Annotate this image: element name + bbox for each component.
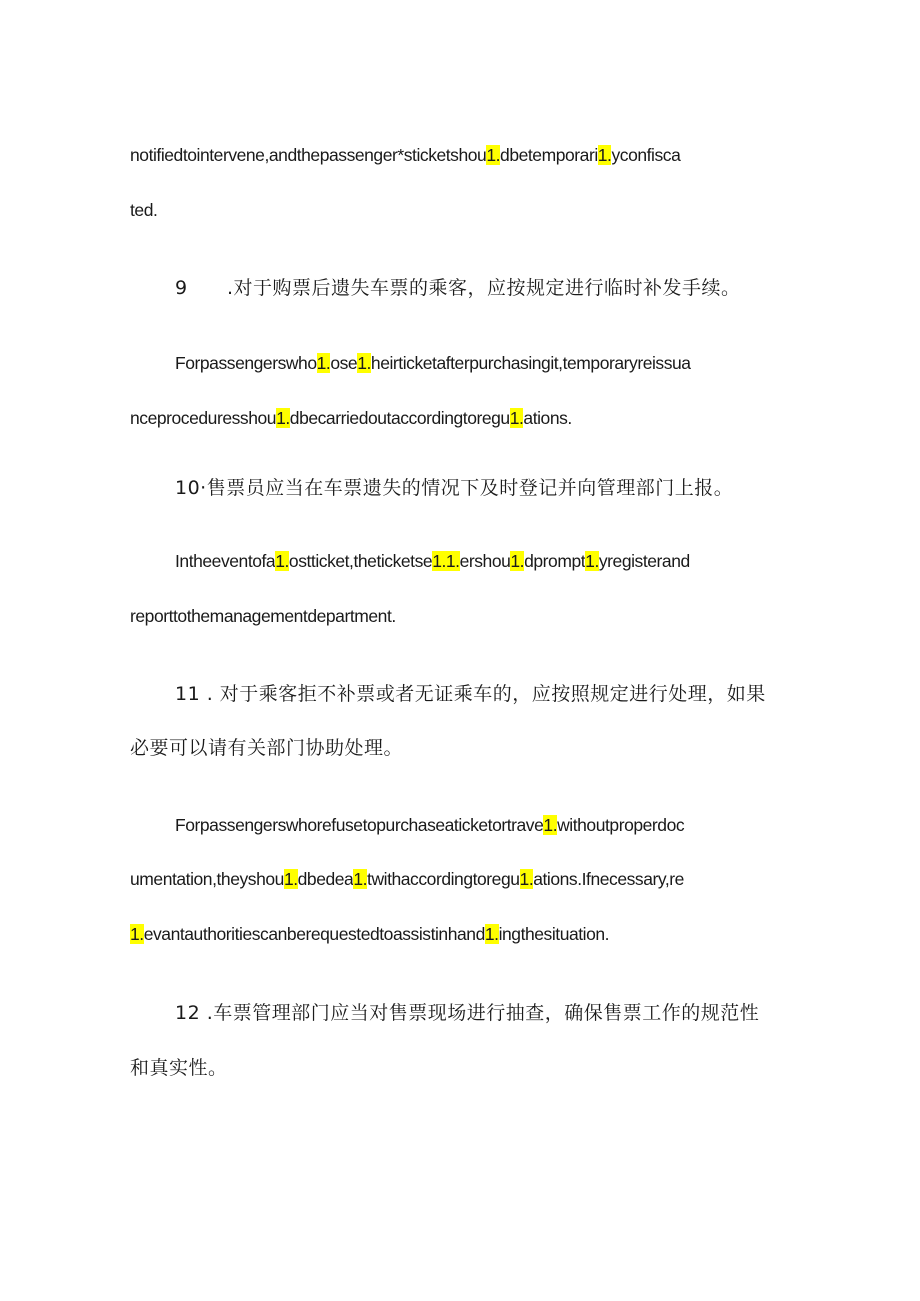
text-segment: yregisterand bbox=[598, 551, 690, 571]
text-segment: 11 . 对于乘客拒不补票或者无证乘车的，应按照规定进行处理，如果 bbox=[175, 683, 766, 705]
highlight-mark: 1. bbox=[486, 145, 501, 165]
text-segment: Intheeventofa bbox=[175, 551, 276, 571]
text-line bbox=[130, 404, 795, 432]
highlight-mark: 1. bbox=[353, 869, 368, 889]
text-line bbox=[175, 349, 840, 377]
list-item-11 bbox=[175, 680, 840, 708]
text-segment: Forpassengerswhorefusetopurchaseaticketortrave bbox=[175, 815, 544, 835]
text-segment: reporttothemanagementdepartment. bbox=[130, 606, 396, 626]
text-segment: notifiedtointervene,andthepassenger*sticketshou bbox=[130, 145, 487, 165]
highlight-mark: 1. bbox=[276, 408, 290, 428]
highlight-mark: 1. bbox=[484, 924, 499, 944]
text-segment: dbedea bbox=[297, 869, 354, 889]
text-segment: yconfisca bbox=[611, 145, 681, 165]
highlight-mark: 1. bbox=[316, 353, 331, 373]
text-line bbox=[130, 734, 795, 762]
highlight-mark: 1. bbox=[509, 408, 524, 428]
text-line bbox=[130, 1054, 795, 1082]
highlight-mark: 1. bbox=[543, 815, 558, 835]
text-segment: evantauthoritiescanberequestedtoassistinhand bbox=[143, 924, 485, 944]
text-segment: ations. bbox=[523, 408, 572, 428]
text-line bbox=[130, 920, 795, 948]
text-segment: .对于购票后遗失车票的乘客，应按规定进行临时补发手续。 bbox=[227, 277, 741, 299]
text-segment: dbetemporari bbox=[500, 145, 598, 165]
highlight-mark: 1.1. bbox=[432, 551, 460, 571]
text-segment: umentation,theyshou bbox=[130, 869, 284, 889]
text-segment: ose bbox=[330, 353, 358, 373]
text-segment: ations.Ifnecessary,re bbox=[533, 869, 684, 889]
highlight-mark: 1. bbox=[283, 869, 298, 889]
text-segment: ostticket,theticketse bbox=[288, 551, 433, 571]
list-item-10 bbox=[175, 474, 840, 502]
text-segment: twithaccordingtoregu bbox=[367, 869, 520, 889]
text-line bbox=[130, 196, 795, 224]
text-segment: ted. bbox=[130, 200, 158, 220]
text-segment: 12 .车票管理部门应当对售票现场进行抽查，确保售票工作的规范性 bbox=[175, 1002, 760, 1024]
text-segment: heirticketafterpurchasingit,temporaryreissua bbox=[370, 353, 691, 373]
text-line bbox=[130, 602, 795, 630]
text-segment: ingthesituation. bbox=[498, 924, 610, 944]
text-line bbox=[130, 865, 795, 893]
list-item-12 bbox=[175, 999, 840, 1027]
list-item-9 bbox=[175, 274, 840, 302]
text-segment: nceproceduresshou bbox=[130, 408, 277, 428]
highlight-mark: 1. bbox=[357, 353, 371, 373]
text-segment: 和真实性。 bbox=[130, 1057, 228, 1079]
text-segment: 必要可以请有关部门协助处理。 bbox=[130, 737, 404, 759]
text-line bbox=[175, 547, 840, 575]
text-segment: withoutproperdoc bbox=[557, 815, 685, 835]
highlight-mark: 1. bbox=[519, 869, 534, 889]
text-line bbox=[175, 811, 840, 839]
text-segment: Forpassengerswho bbox=[175, 353, 317, 373]
text-segment: dprompt bbox=[524, 551, 586, 571]
text-segment: 10·售票员应当在车票遗失的情况下及时登记并向管理部门上报。 bbox=[175, 477, 734, 499]
text-segment: ershou bbox=[459, 551, 511, 571]
highlight-mark: 1. bbox=[275, 551, 289, 571]
highlight-mark: 1. bbox=[597, 145, 612, 165]
text-line bbox=[130, 141, 795, 169]
highlight-mark: 1. bbox=[585, 551, 599, 571]
highlight-mark: 1. bbox=[130, 924, 144, 944]
item-number: 9 bbox=[175, 277, 188, 299]
text-segment: dbecarriedoutaccordingtoregu bbox=[289, 408, 510, 428]
highlight-mark: 1. bbox=[510, 551, 525, 571]
